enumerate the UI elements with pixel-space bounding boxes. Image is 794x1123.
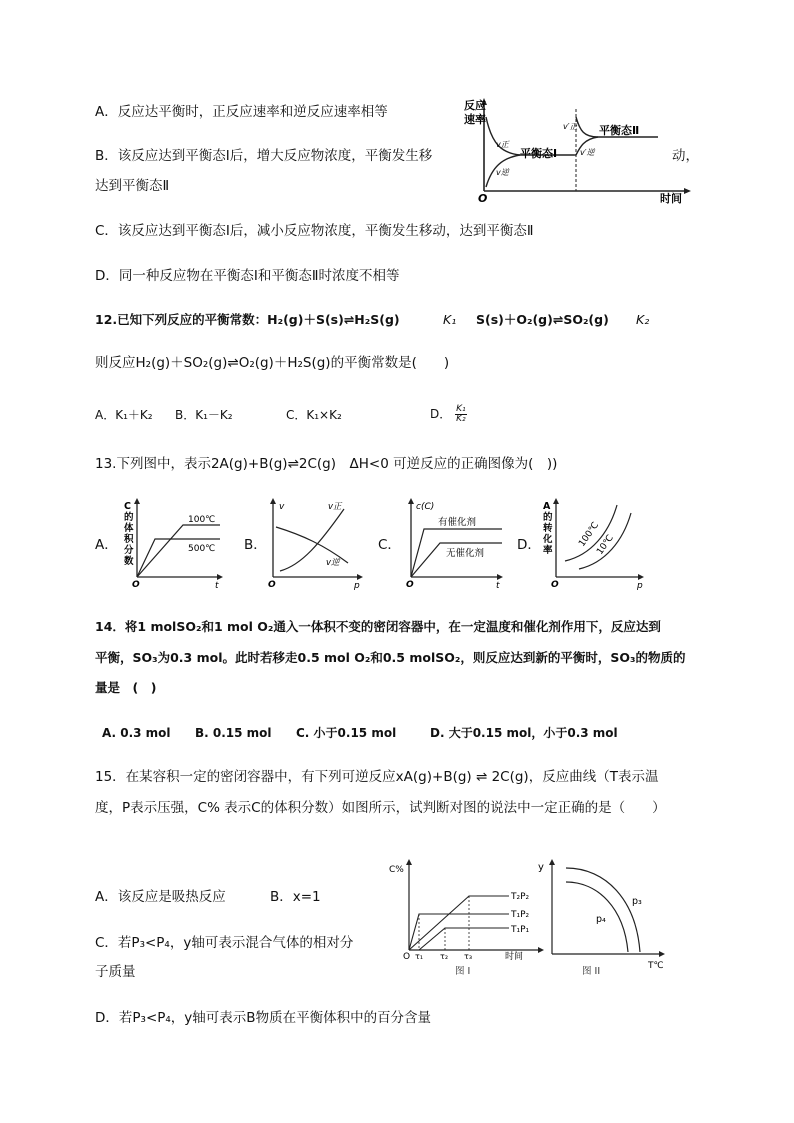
q14-line3: 量是 ( ) — [95, 680, 157, 695]
q13d-label-10: 10℃ — [595, 533, 616, 557]
q13d-label-100: 100℃ — [577, 520, 602, 549]
q13a-ylabel-1: 的 — [124, 512, 134, 523]
q13c-label-cat: 有催化剂 — [438, 517, 477, 528]
q11-x-arrow — [684, 188, 691, 194]
q11-state2-label: 平衡态Ⅱ — [599, 124, 640, 137]
q14-option-b: B. 0.15 mol — [195, 726, 272, 740]
q15f1-t1: τ₁ — [415, 952, 424, 961]
q15-line2: 度，P表示压强，C% 表示C的体积分数）如图所示，试判断对图的说法中一定正确的是（ ） — [95, 800, 666, 816]
q12-k2: K₂ — [636, 312, 650, 327]
q13d-ylabel-1: 的 — [543, 512, 553, 523]
q13b-ylabel: v — [279, 502, 285, 512]
q11-option-b-part1: B．该反应达到平衡态Ⅰ后，增大反应物浓度，平衡发生移 — [95, 148, 433, 164]
q15f1-label-t2p2: T₂P₂ — [511, 892, 530, 902]
q11-xlabel: 时间 — [660, 192, 682, 205]
q13d-ylabel-2: 转 — [543, 523, 553, 534]
q15f1-line-t1p1 — [419, 928, 509, 950]
q13-label-a: A． — [95, 537, 118, 553]
q11-option-b-part3: 达到平衡态Ⅱ — [95, 178, 170, 194]
q13-label-c: C． — [378, 537, 401, 553]
q13c-origin: O — [406, 580, 414, 590]
q12-fraction-denominator: K₂ — [456, 414, 466, 424]
q14-option-d: D. 大于0.15 mol，小于0.3 mol — [430, 726, 618, 740]
q14-line2: 平衡，SO₃为0.3 mol。此时若移走0.5 mol O₂和0.5 molSO₂，则反应达到新的平衡时，SO₃的物质的 — [95, 650, 686, 665]
q13b-v-reverse: v逆 — [326, 558, 340, 568]
q13d-ylabel-3: 化 — [543, 534, 553, 545]
q15f1-y-arrow — [406, 859, 412, 865]
q14-line1: 14．将1 molSO₂和1 mol O₂通入一体积不变的密闭容器中，在一定温度和催化剂作用下，反应达到 — [95, 619, 661, 634]
q15f1-line-t2p2 — [409, 896, 509, 950]
q15-line1: 15．在某容积一定的密闭容器中，有下列可逆反应xA(g)+B(g) ⇌ 2C(g)，反应曲线（T表示温 — [95, 769, 659, 785]
q13c-y-arrow — [408, 498, 414, 504]
q15f2-xlabel: T℃ — [648, 961, 664, 971]
q13d-ylabel-0: A — [543, 501, 551, 512]
q12-option-a: A．K₁＋K₂ — [95, 408, 153, 422]
q13d-x-arrow — [638, 574, 644, 580]
q15-figure-1 — [383, 850, 548, 980]
q12-option-c: C．K₁×K₂ — [286, 408, 342, 422]
q13-label-b: B． — [244, 537, 267, 553]
q13d-y-arrow — [553, 498, 559, 504]
q13-figure-c — [400, 495, 510, 590]
q15-option-c-part2: 子质量 — [95, 964, 136, 980]
q15f1-xlabel: 时间 — [505, 952, 524, 962]
q12-option-d-label: D． — [430, 407, 452, 421]
q15-figure-2 — [536, 850, 671, 980]
q12-stem-part1: 12.已知下列反应的平衡常数：H₂(g)＋S(s)⇌H₂S(g) — [95, 312, 400, 327]
q13a-label-100: 100℃ — [188, 515, 216, 525]
q13b-xlabel: p — [354, 581, 360, 590]
q13c-label-nocat: 无催化剂 — [446, 548, 485, 559]
q15f1-line-t1p2 — [409, 914, 509, 950]
q13b-v-forward: v正 — [328, 502, 342, 512]
q13a-y-arrow — [134, 498, 140, 504]
q11-v-forward: v正 — [496, 140, 509, 149]
q13a-origin: O — [132, 580, 140, 590]
q15-option-c-part1: C．若P₃<P₄，y轴可表示混合气体的相对分 — [95, 935, 354, 951]
q13a-ylabel-2: 体 — [124, 523, 134, 534]
q15f1-t3: τ₃ — [464, 952, 473, 961]
q15f2-ylabel: y — [538, 862, 544, 873]
q13c-xlabel: t — [496, 581, 500, 590]
q15-option-a: A．该反应是吸热反应 — [95, 889, 226, 905]
q13a-ylabel-4: 分 — [124, 545, 134, 556]
q11-option-d: D．同一种反应物在平衡态Ⅰ和平衡态Ⅱ时浓度不相等 — [95, 268, 400, 284]
q13a-ylabel-5: 数 — [124, 556, 134, 567]
q13c-ylabel: c(C) — [416, 502, 435, 512]
q12-stem-part3: 则反应H₂(g)＋SO₂(g)⇌O₂(g)＋H₂S(g)的平衡常数是( ) — [95, 355, 450, 371]
q15f1-origin: O — [403, 952, 411, 962]
q15f1-caption: 图 I — [455, 966, 471, 977]
q13a-ylabel-3: 积 — [124, 534, 134, 545]
q14-option-a: A. 0.3 mol — [102, 726, 171, 740]
q13d-origin: O — [551, 580, 559, 590]
q13-figure-a — [116, 495, 226, 590]
q15f1-ylabel: C% — [389, 865, 404, 875]
q15-option-d: D．若P₃<P₄，y轴可表示B物质在平衡体积中的百分含量 — [95, 1010, 432, 1026]
q13b-x-arrow — [357, 574, 363, 580]
q15f2-caption: 图 II — [582, 966, 601, 977]
q15f2-x-arrow — [659, 951, 665, 957]
q14-option-c: C. 小于0.15 mol — [296, 726, 397, 740]
q11-v-reverse-2: v′逆 — [580, 148, 595, 157]
q13-figure-d — [535, 495, 650, 590]
q13-stem: 13.下列图中，表示2A(g)+B(g)⇌2C(g) ΔH<0 可逆反应的正确图像为( )) — [95, 456, 558, 472]
q11-ylabel-1: 反应 — [464, 99, 486, 112]
q13-figure-b — [262, 495, 367, 590]
q13b-origin: O — [268, 580, 276, 590]
q11-option-a: A．反应达平衡时，正反应速率和逆反应速率相等 — [95, 104, 388, 120]
q15-option-b: B．x=1 — [270, 889, 321, 905]
q11-option-c: C．该反应达到平衡态Ⅰ后，减小反应物浓度，平衡发生移动，达到平衡态Ⅱ — [95, 223, 534, 239]
q13c-x-arrow — [497, 574, 503, 580]
q15f1-label-t1p2: T₁P₂ — [511, 910, 530, 920]
q11-v-reverse: v逆 — [496, 168, 509, 177]
q13d-ylabel-4: 率 — [543, 545, 553, 556]
q13a-x-arrow — [217, 574, 223, 580]
q15f2-label-p3: p₃ — [632, 896, 642, 907]
q12-k1: K₁ — [443, 312, 457, 327]
q13a-ylabel-0: C — [124, 501, 131, 512]
q13b-y-arrow — [270, 498, 276, 504]
q15f1-t2: τ₂ — [440, 952, 449, 961]
q15f1-label-t1p1: T₁P₁ — [511, 925, 530, 935]
q11-rate-time-figure — [462, 95, 694, 205]
q15f2-label-p4: p₄ — [596, 914, 606, 925]
q11-ylabel-2: 速率 — [464, 113, 486, 126]
q12-fraction-numerator: K₁ — [456, 404, 466, 414]
q11-v-forward-2: v′正 — [563, 122, 578, 131]
q15f2-y-arrow — [549, 859, 555, 865]
q12-option-d — [430, 404, 467, 424]
q15f2-curve-p3 — [566, 868, 640, 952]
q12-stem-part2: S(s)＋O₂(g)⇌SO₂(g) — [476, 312, 609, 327]
q12-option-b: B．K₁－K₂ — [175, 408, 233, 422]
q13a-xlabel: t — [215, 581, 219, 590]
q13a-label-500: 500℃ — [188, 544, 216, 554]
q11-option-b-part2: 动， — [672, 148, 699, 164]
q13-label-d: D． — [517, 537, 541, 553]
q12-option-d-fraction — [455, 405, 467, 424]
q11-state1-label: 平衡态Ⅰ — [520, 147, 558, 160]
q11-origin: O — [478, 192, 488, 205]
q13d-xlabel: p — [637, 581, 643, 590]
